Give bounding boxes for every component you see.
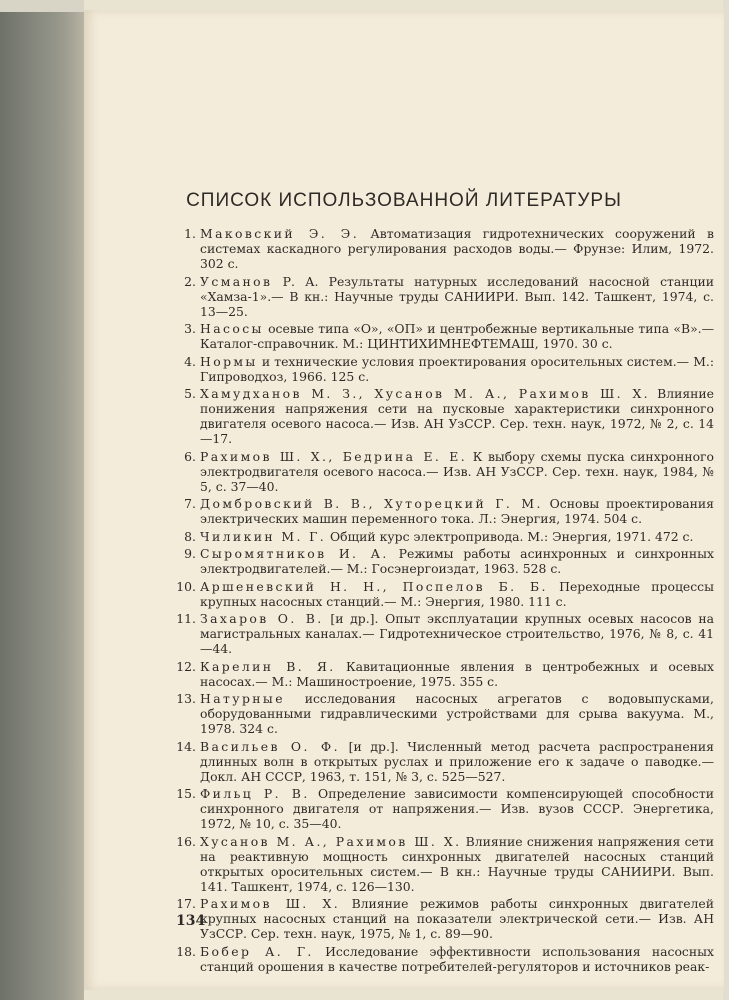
reference-author: Карелин В. Я. bbox=[200, 658, 336, 674]
reference-number: 8. bbox=[184, 528, 196, 544]
reference-number: 11. bbox=[176, 611, 196, 626]
reference-number: 2. bbox=[184, 273, 196, 289]
reference-number: 6. bbox=[184, 448, 196, 464]
reference-author: Насосы bbox=[200, 321, 264, 336]
reference-author: Рахимов Ш. Х. bbox=[200, 896, 341, 911]
reference-text: Влияние понижения напряжения сети на пусковые характеристики синхронного двигателя осевого насоса.— Изв. АН УзССР. Сер. техн. наук, 1972, № 2, с. 14—17. bbox=[200, 386, 714, 446]
reference-item bbox=[84, 739, 724, 784]
reference-text: Кавитационные явления в центробежных и осевых насосах.— М.: Машиностроение, 1975. 355 с. bbox=[200, 658, 714, 689]
reference-text: Режимы работы асинхронных и синхронных электродвигателей.— М.: Госэнергоиздат, 1963. 528 с. bbox=[200, 546, 714, 576]
reference-text: Общий курс электропривода. М.: Энергия, 1971. 472 с. bbox=[326, 528, 694, 544]
reference-author: Захаров О. В. bbox=[200, 611, 324, 626]
reference-item bbox=[84, 611, 724, 656]
reference-item bbox=[84, 529, 724, 544]
reference-item bbox=[84, 834, 724, 894]
reference-number: 16. bbox=[176, 833, 196, 849]
reference-author: Хусанов М. А., Рахимов Ш. Х. bbox=[200, 833, 462, 849]
reference-text: [и др.]. Опыт эксплуатации крупных осевых насосов на магистральных каналах.— Гидротехническое строительство, 1976, № 8, с. 41—44. bbox=[200, 611, 714, 656]
reference-item bbox=[84, 386, 724, 446]
reference-item bbox=[84, 226, 724, 271]
reference-text: К выбору схемы пуска синхронного электродвигателя осевого насоса.— Изв. АН УзССР. Сер. техн. наук, 1984, № 5, с. 37—40. bbox=[200, 448, 714, 494]
reference-author: Маковский Э. Э. bbox=[200, 226, 360, 241]
reference-number: 15. bbox=[176, 786, 196, 801]
reference-item bbox=[84, 449, 724, 494]
reference-text: Определение зависимости компенсирующей способности синхронного двигателя от напряжения.— Изв. вузов СССР. Энергетика, 1972, № 10, с. 35—40. bbox=[200, 786, 714, 831]
reference-text: Влияние снижения напряжения сети на реактивную мощность синхронных двигателей насосных станций открытых оросительных систем.— В кн.: Научные труды САНИИРИ. Вып. 141. Ташкент, 1974, с. 126—130. bbox=[200, 833, 714, 894]
reference-item bbox=[84, 579, 724, 609]
reference-author: Сыромятников И. А. bbox=[200, 546, 389, 561]
reference-item bbox=[84, 659, 724, 689]
reference-item bbox=[84, 691, 724, 736]
reference-number: 14. bbox=[176, 738, 196, 754]
reference-author: Фильц Р. В. bbox=[200, 786, 310, 801]
reference-number: 12. bbox=[176, 658, 196, 674]
reference-author: Хамудханов М. З., Хусанов М. А., Рахимов Ш. Х. bbox=[200, 386, 651, 401]
reference-number: 4. bbox=[184, 353, 196, 369]
reference-number: 7. bbox=[184, 496, 196, 511]
reference-author: Васильев О. Ф. bbox=[200, 738, 340, 754]
reference-author: Бобер А. Г. bbox=[200, 943, 314, 959]
reference-item bbox=[84, 786, 724, 831]
reference-number: 5. bbox=[184, 386, 196, 401]
reference-author: Чиликин М. Г. bbox=[200, 528, 327, 544]
reference-text: исследования насосных агрегатов с водовыпусками, оборудованными гидравлическими устройствами для срыва вакуума. М., 1978. 324 с. bbox=[200, 691, 714, 736]
reference-author: Рахимов Ш. Х., Бедрина Е. Е. bbox=[200, 448, 468, 464]
reference-author: Усманов bbox=[200, 273, 273, 289]
reference-author: Натурные bbox=[200, 691, 285, 706]
page-title: СПИСОК ИСПОЛЬЗОВАННОЙ ЛИТЕРАТУРЫ bbox=[186, 190, 622, 211]
reference-number: 13. bbox=[176, 691, 196, 706]
reference-author: Домбровский В. В., Хуторецкий Г. М. bbox=[200, 496, 543, 511]
reference-number: 10. bbox=[176, 578, 196, 594]
reference-text: Автоматизация гидротехнических сооружений в системах каскадного регулирования расходов воды.— Фрунзе: Илим, 1972. 302 с. bbox=[200, 226, 714, 271]
reference-number: 1. bbox=[184, 226, 196, 241]
reference-number: 18. bbox=[176, 943, 196, 959]
reference-number: 9. bbox=[184, 546, 196, 561]
reference-text: [и др.]. Численный метод расчета распространения длинных волн в открытых руслах и приложение его к задаче о паводке.— Докл. АН СССР, 1963, т. 151, № 3, с. 525—527. bbox=[200, 738, 714, 784]
reference-text: Р. А. Результаты натурных исследований насосной станции «Хамза-1».— В кн.: Научные труды САНИИРИ. Вып. 142. Ташкент, 1974, с. 13—25. bbox=[200, 273, 714, 319]
reference-list bbox=[84, 226, 724, 976]
reference-text: Переходные процессы крупных насосных станций.— М.: Энергия, 1980. 111 с. bbox=[200, 578, 714, 609]
reference-item bbox=[84, 354, 724, 384]
reference-author: Аршеневский Н. Н., Поспелов Б. Б. bbox=[200, 578, 548, 594]
scan-margin-top bbox=[0, 0, 84, 12]
reference-text: Исследование эффективности использования насосных станций орошения в качестве потребителей-регуляторов и источников реак- bbox=[200, 943, 714, 974]
reference-item bbox=[84, 321, 724, 351]
reference-author: Нормы bbox=[200, 353, 258, 369]
reference-number: 3. bbox=[184, 321, 196, 336]
reference-text: осевые типа «О», «ОП» и центробежные вертикальные типа «В».— Каталог-справочник. М.: ЦИНТИХИМНЕФТЕМАШ, 1970. 30 с. bbox=[200, 321, 714, 351]
reference-item bbox=[84, 546, 724, 576]
reference-item bbox=[84, 274, 724, 319]
reference-item bbox=[84, 944, 724, 974]
reference-number: 17. bbox=[176, 896, 196, 911]
reference-text: Основы проектирования электрических машин переменного тока. Л.: Энергия, 1974. 504 с. bbox=[200, 496, 714, 526]
reference-item bbox=[84, 496, 724, 526]
reference-text: и технические условия проектирования оросительных систем.— М.: Гипроводхоз, 1966. 125 с. bbox=[200, 353, 714, 384]
page-number: 134 bbox=[176, 913, 206, 929]
reference-text: Влияние режимов работы синхронных двигателей крупных насосных станций на показатели электрической сети.— Изв. АН УзССР. Сер. техн. наук, 1975, № 1, с. 89—90. bbox=[200, 896, 714, 941]
book-spine-shadow bbox=[0, 0, 84, 1000]
book-page bbox=[84, 10, 724, 990]
